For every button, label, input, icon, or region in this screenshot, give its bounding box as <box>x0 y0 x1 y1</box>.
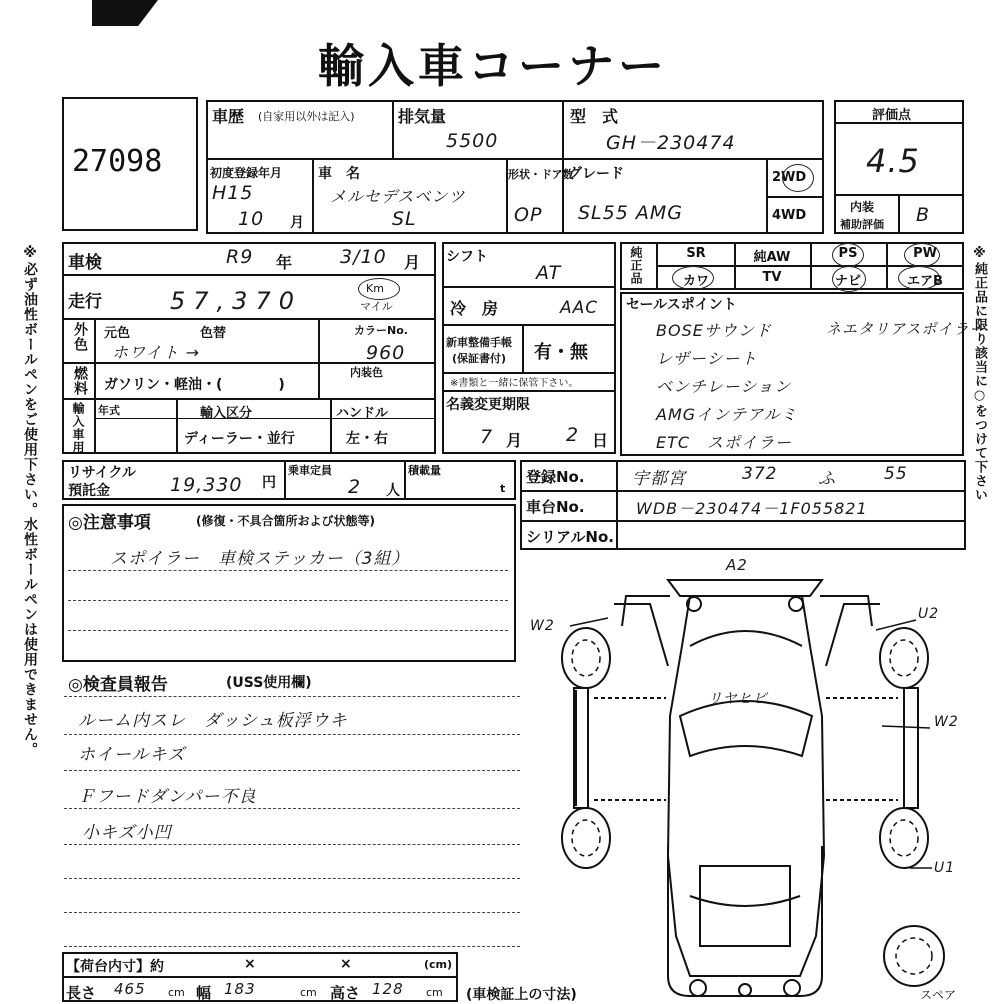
diagram-u1: U1 <box>934 860 956 876</box>
name-change-month: 7 <box>480 426 494 448</box>
equip-genuine-label: 純正品 <box>629 246 643 285</box>
score-label: 評価点 <box>872 108 912 123</box>
left-side-note: ※必ず油性ボールペンをご使用下さい。水性ボールペンは使用できません。 <box>22 245 38 757</box>
diagram-w2-right: W2 <box>934 714 959 730</box>
equip-pw: PW <box>913 246 937 261</box>
cargo-x1: × <box>244 956 256 972</box>
chassis-label: 車台No. <box>526 498 585 516</box>
color-side-label: 外色 <box>72 322 88 352</box>
diagram-roof-note: リヤヒビ <box>708 691 768 707</box>
registration-v4: 55 <box>884 464 908 484</box>
equip-circle-ps <box>832 243 864 267</box>
dims-note: (車検証上の寸法) <box>466 987 577 1003</box>
sales-point-1: BOSEサウンド <box>656 321 772 340</box>
dim-width-label: 幅 <box>196 984 212 1002</box>
displacement-value: 5500 <box>446 130 499 152</box>
color-code: 960 <box>366 342 406 364</box>
service-book-label2: (保証書付) <box>452 352 507 365</box>
car-damage-diagram <box>530 556 970 1002</box>
dim-width-unit: cm <box>300 986 317 999</box>
equip-navi: ナビ <box>834 274 861 289</box>
equip-sr: SR <box>686 246 706 261</box>
notes-line1: スポイラー 車検ステッカー（3組） <box>110 549 410 569</box>
diagram-a2: A2 <box>726 556 748 574</box>
car-name-line2: SL <box>392 208 417 230</box>
equip-aw: 純AW <box>753 250 791 265</box>
registration-v2: 372 <box>742 464 778 484</box>
first-reg-year: H15 <box>212 182 254 204</box>
load-unit: t <box>500 482 506 495</box>
mileage-label: 走行 <box>68 292 102 312</box>
drive-circle <box>782 164 814 192</box>
notes-label: ◎注意事項 <box>68 513 151 533</box>
ac-value: AAC <box>560 298 599 318</box>
inspector-sub: (USS使用欄) <box>226 675 312 691</box>
handle-value: 左・右 <box>346 431 388 447</box>
inspection-month-unit: 月 <box>404 253 421 272</box>
car-name-line1: メルセデスベンツ <box>330 187 466 206</box>
shift-value: AT <box>536 262 562 284</box>
equip-circle-pw <box>904 243 940 267</box>
dim-length-label: 長さ <box>66 984 97 1002</box>
recycle-label2: 預託金 <box>68 483 110 499</box>
grade-label: グレード <box>568 166 624 182</box>
shift-label: シフト <box>446 249 488 265</box>
fuel-side-label: 燃料 <box>72 366 88 396</box>
score-value: 4.5 <box>866 142 920 180</box>
dim-height-unit: cm <box>426 986 443 999</box>
capacity-unit: 人 <box>386 483 400 499</box>
sales-point-6: ETC スポイラー <box>656 433 793 452</box>
history-note: (自家用以外は記入) <box>258 110 355 123</box>
capacity-value: 2 <box>348 476 362 498</box>
service-book-label1: 新車整備手帳 <box>446 336 512 349</box>
mileage-value: 57,370 <box>170 287 302 315</box>
import-year-label: 年式 <box>98 404 120 417</box>
history-label: 車歴 <box>212 107 245 126</box>
inspection-label: 車検 <box>68 253 102 273</box>
service-book-value: 有・無 <box>534 342 588 363</box>
cargo-label: 【荷台内寸】約 <box>66 959 164 975</box>
service-book-note: ※書類と一緒に保管下さい。 <box>450 378 579 389</box>
registration-label: 登録No. <box>526 468 585 486</box>
equip-tv: TV <box>762 270 782 285</box>
inspection-month: 3/10 <box>340 246 387 268</box>
equip-circle-airbag <box>898 266 940 290</box>
drive-2wd: 2WD <box>772 170 807 185</box>
sales-point-5: AMGインテアルミ <box>656 405 798 424</box>
interior-color-label: 内装色 <box>350 366 383 379</box>
ac-label: 冷 房 <box>450 299 499 318</box>
sales-point-4: ベンチレーション <box>656 377 792 396</box>
equip-airbag: エアB <box>907 274 943 289</box>
equip-ps: PS <box>838 246 858 261</box>
serial-label: シリアルNo. <box>526 528 614 546</box>
drive-4wd: 4WD <box>772 208 807 223</box>
dim-length-unit: cm <box>168 986 185 999</box>
name-change-day-unit: 日 <box>592 431 609 450</box>
inspector-line3: Ｆフードダンパー不良 <box>78 787 257 807</box>
diagram-u2: U2 <box>918 606 940 622</box>
capacity-label: 乗車定員 <box>288 464 332 477</box>
recycle-unit: 円 <box>262 475 276 491</box>
equip-leather: カワ <box>682 274 709 289</box>
recycle-value: 19,330 <box>170 474 243 496</box>
diagram-w2-left: W2 <box>530 618 555 634</box>
dim-height-label: 高さ <box>330 984 361 1002</box>
inspection-era: R9 <box>226 246 254 268</box>
equip-circle-navi <box>832 266 866 292</box>
mileage-unit-km: Km <box>366 282 384 295</box>
car-name-label: 車 名 <box>318 166 360 182</box>
dim-width-value: 183 <box>224 980 256 998</box>
color-change-label: 色替 <box>200 326 227 341</box>
first-reg-month-unit: 月 <box>290 215 304 231</box>
corner-tab <box>92 0 158 26</box>
dim-length-value: 465 <box>114 980 146 998</box>
inspector-line2: ホイールキズ <box>78 745 186 765</box>
cargo-unit: (cm) <box>424 958 453 971</box>
sales-point-2: ネエタリアスポイラー <box>826 320 986 338</box>
interior-label2: 補助評価 <box>840 218 884 231</box>
import-type-value: ディーラー・並行 <box>184 431 295 447</box>
handle-label: ハンドル <box>336 406 389 421</box>
sales-points-label: セールスポイント <box>626 297 737 313</box>
chassis-value: WDB－230474－1F055821 <box>636 499 868 518</box>
inspection-year-unit: 年 <box>276 253 293 272</box>
grade-value: SL55 AMG <box>578 202 683 224</box>
registration-v1: 宇都宮 <box>632 469 686 489</box>
first-reg-month: 10 <box>238 208 265 230</box>
recycle-label1: リサイクル <box>68 465 137 481</box>
registration-v3: ふ <box>818 469 836 489</box>
interior-value: B <box>916 204 931 226</box>
inspector-line4: 小キズ小凹 <box>82 823 172 843</box>
lot-number: 27098 <box>72 144 163 179</box>
fuel-options: ガソリン・軽油・( ) <box>104 377 285 393</box>
mileage-unit-circle <box>358 278 400 300</box>
body-type-value: OP <box>514 204 543 226</box>
body-type-label: 形状・ドア数 <box>508 168 574 181</box>
color-orig-label: 元色 <box>104 326 131 341</box>
name-change-label: 名義変更期限 <box>446 397 530 413</box>
equipment-side-note: ※純正品に限り該当に○をつけて下さい <box>972 246 987 502</box>
import-type-label: 輸入区分 <box>200 406 253 421</box>
interior-label: 内装 <box>850 200 875 214</box>
dim-height-value: 128 <box>372 980 404 998</box>
page-title: 輸入車コーナー <box>318 39 668 93</box>
inspector-line1: ルーム内スレ ダッシュ板浮ウキ <box>78 711 348 731</box>
model-code-value: GH－230474 <box>606 132 736 154</box>
mileage-unit-mile: マイル <box>360 300 393 313</box>
name-change-day: 2 <box>566 424 580 446</box>
sales-point-3: レザーシート <box>656 349 758 368</box>
import-side-label: 輸入車用 <box>71 402 85 454</box>
cargo-x2: × <box>340 956 352 972</box>
diagram-spare-label: スペア <box>920 988 957 1002</box>
color-code-label: カラーNo. <box>354 324 408 337</box>
inspector-label: ◎検査員報告 <box>68 675 168 695</box>
color-value: ホワイト → <box>112 343 201 362</box>
name-change-month-unit: 月 <box>506 431 523 450</box>
notes-sub: (修復・不具合箇所および状態等) <box>196 514 375 528</box>
model-code-label: 型 式 <box>570 107 619 126</box>
displacement-label: 排気量 <box>398 107 447 126</box>
equip-circle-leather <box>672 266 714 290</box>
first-reg-label: 初度登録年月 <box>210 166 283 180</box>
load-label: 積載量 <box>408 464 441 477</box>
